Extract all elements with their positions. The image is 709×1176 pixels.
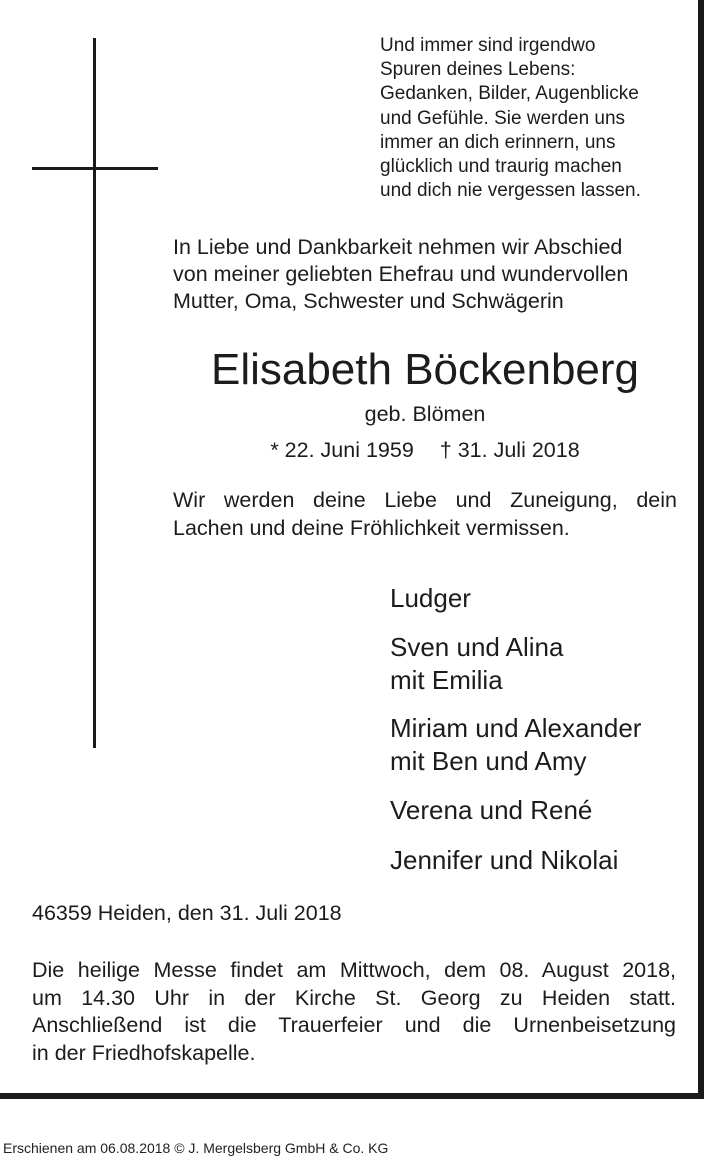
mourner-line: mit Ben und Amy [390,746,587,776]
poem-line: und Gefühle. Sie werden uns [380,107,626,129]
poem-line: Gedanken, Bilder, Augenblicke [380,83,639,105]
mourner-group [390,582,471,615]
poem-line: Spuren deines Lebens: [380,59,576,81]
cross-icon-vertical-bar [93,38,96,748]
birth-date: * 22. Juni 1959 [270,438,414,462]
poem-line: Und immer sind irgendwo [380,35,596,56]
closing-line: Lachen und deine Fröhlichkeit vermissen. [173,515,570,540]
intro-line: von meiner geliebten Ehefrau und wundervollen [173,262,629,286]
poem-line: immer an dich erinnern, uns [380,131,616,153]
place-and-date: 46359 Heiden, den 31. Juli 2018 [32,901,342,925]
funeral-mass-info [32,957,676,1067]
mourner-group [390,844,618,877]
death-date: † 31. Juli 2018 [439,438,580,462]
publication-footer: Erschienen am 06.08.2018 © J. Mergelsberg GmbH & Co. KG [3,1140,389,1156]
cross-icon-horizontal-bar [32,167,158,170]
mourner-line: Miriam und Alexander [390,713,642,743]
maiden-name: geb. Blömen [364,402,486,426]
intro-line: Mutter, Oma, Schwester und Schwägerin [173,289,564,313]
mourner-line: mit Emilia [390,665,503,695]
life-dates [173,436,677,464]
mass-line: um 14.30 Uhr in der Kirche St. Georg zu Heiden statt. [32,985,676,1010]
farewell-intro [173,234,683,315]
memorial-poem [380,34,690,203]
deceased-name: Elisabeth Böckenberg [210,345,640,394]
mourner-line: Verena und René [390,795,593,825]
mourner-group [390,712,641,778]
mourner-line: Sven und Alina [390,632,564,662]
mass-line: Anschließend ist die Trauerfeier und die Urnenbeisetzung [32,1013,676,1037]
closing-line: Wir werden deine Liebe und Zuneigung, dein [173,488,677,512]
closing-text [173,487,677,542]
mourner-group [390,631,563,697]
intro-line: In Liebe und Dankbarkeit nehmen wir Abschied [173,235,623,259]
mourner-line: Jennifer und Nikolai [390,845,619,875]
poem-line: glücklich und traurig machen [380,156,622,178]
mass-line: Die heilige Messe findet am Mittwoch, dem 08. August 2018, [32,958,676,982]
mourner-group [390,794,592,827]
mourner-line: Ludger [390,583,471,613]
mass-line: in der Friedhofskapelle. [32,1040,256,1065]
poem-line: und dich nie vergessen lassen. [380,180,641,202]
